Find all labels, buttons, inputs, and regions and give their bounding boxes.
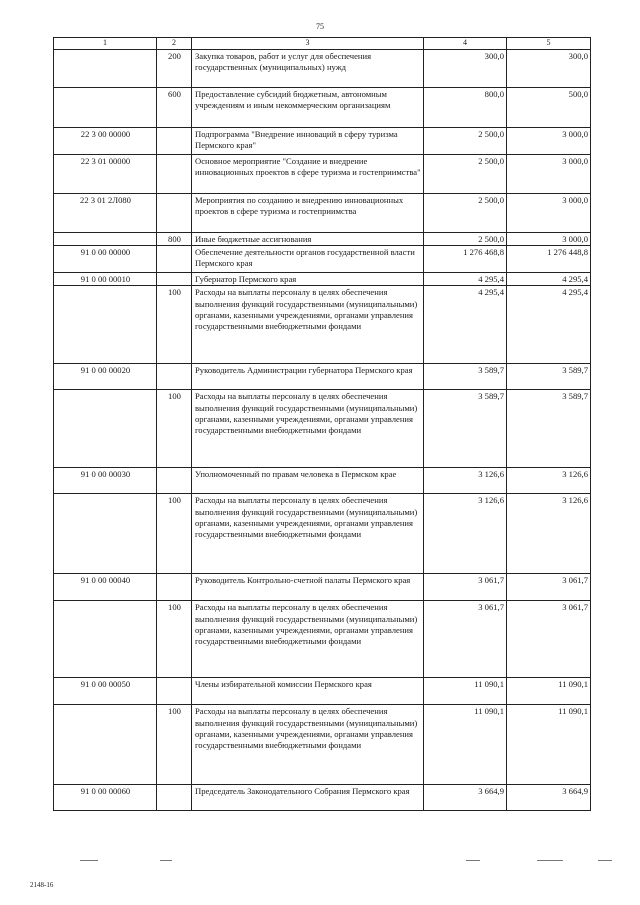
name-cell: Подпрограмма "Внедрение инноваций в сферу туризма Пермского края" [192,127,424,154]
name-cell: Основное мероприятие "Создание и внедрение инновационных проектов в сфере туризма и гостеприимства" [192,154,424,193]
value-cell: 3 664,9 [507,785,591,811]
table-row [54,87,591,127]
code-cell: 91 0 00 00050 [54,678,157,705]
document-code: 2148-16 [30,881,54,889]
code-cell: 91 0 00 00000 [54,245,157,272]
expense-type-cell [157,364,192,390]
name-cell: Председатель Законодательного Собрания Пермского края [192,785,424,811]
name-cell: Члены избирательной комиссии Пермского края [192,678,424,705]
column-header: 1 [54,38,157,50]
code-cell [54,286,157,364]
name-cell: Мероприятия по созданию и внедрению инновационных проектов в сфере туризма и гостеприимства [192,193,424,232]
column-header: 5 [507,38,591,50]
code-cell: 91 0 00 00030 [54,468,157,494]
value-cell: 3 061,7 [424,574,507,601]
name-cell: Руководитель Контрольно-счетной палаты Пермского края [192,574,424,601]
table-row [54,574,591,601]
value-cell: 3 061,7 [424,601,507,678]
value-cell: 4 295,4 [424,272,507,285]
value-cell: 3 589,7 [424,364,507,390]
code-cell: 91 0 00 00020 [54,364,157,390]
value-cell: 3 000,0 [507,193,591,232]
column-header: 4 [424,38,507,50]
expense-type-cell: 800 [157,232,192,245]
page-number: 75 [316,22,324,31]
value-cell: 2 500,0 [424,127,507,154]
table-row [54,193,591,232]
value-cell: 11 090,1 [424,705,507,785]
expense-type-cell [157,574,192,601]
value-cell: 3 000,0 [507,232,591,245]
value-cell: 2 500,0 [424,232,507,245]
expense-type-cell: 100 [157,494,192,574]
value-cell: 3 061,7 [507,574,591,601]
value-cell: 2 500,0 [424,154,507,193]
table-row [54,705,591,785]
budget-table [53,37,591,811]
expense-type-cell: 100 [157,390,192,468]
table-row [54,49,591,87]
name-cell: Закупка товаров, работ и услуг для обеспечения государственных (муниципальных) нужд [192,49,424,87]
value-cell: 2 500,0 [424,193,507,232]
expense-type-cell [157,245,192,272]
name-cell: Расходы на выплаты персоналу в целях обеспечения выполнения функций государственными (муниципальными) органами, казенными учреждениями, органами управления государственными внебюджетными фондами [192,494,424,574]
expense-type-cell [157,678,192,705]
code-cell: 91 0 00 00040 [54,574,157,601]
table-row [54,601,591,678]
table-row [54,390,591,468]
table-row [54,785,591,811]
table-row [54,245,591,272]
value-cell: 3 000,0 [507,154,591,193]
value-cell: 800,0 [424,87,507,127]
code-cell [54,390,157,468]
table-row [54,272,591,285]
value-cell: 3 126,6 [507,494,591,574]
table-row [54,127,591,154]
name-cell: Предоставление субсидий бюджетным, автономным учреждениям и иным некоммерческим организациям [192,87,424,127]
value-cell: 300,0 [424,49,507,87]
expense-type-cell: 100 [157,601,192,678]
expense-type-cell: 100 [157,705,192,785]
code-cell: 22 3 01 2Л080 [54,193,157,232]
value-cell: 300,0 [507,49,591,87]
value-cell: 3 589,7 [507,390,591,468]
name-cell: Расходы на выплаты персоналу в целях обеспечения выполнения функций государственными (муниципальными) органами, казенными учреждениями, органами управления государственными внебюджетными фондами [192,705,424,785]
table-row [54,154,591,193]
code-cell [54,494,157,574]
name-cell: Губернатор Пермского края [192,272,424,285]
expense-type-cell [157,154,192,193]
column-header: 3 [192,38,424,50]
value-cell: 3 126,6 [507,468,591,494]
value-cell: 3 000,0 [507,127,591,154]
code-cell: 22 3 01 00000 [54,154,157,193]
value-cell: 3 589,7 [507,364,591,390]
value-cell: 500,0 [507,87,591,127]
expense-type-cell [157,468,192,494]
scan-mark [80,860,98,861]
table-row [54,232,591,245]
expense-type-cell: 200 [157,49,192,87]
expense-type-cell: 100 [157,286,192,364]
value-cell: 1 276 468,8 [424,245,507,272]
table-row [54,494,591,574]
value-cell: 4 295,4 [507,272,591,285]
name-cell: Расходы на выплаты персоналу в целях обеспечения выполнения функций государственными (муниципальными) органами, казенными учреждениями, органами управления государственными внебюджетными фондами [192,601,424,678]
expense-type-cell: 600 [157,87,192,127]
name-cell: Иные бюджетные ассигнования [192,232,424,245]
value-cell: 11 090,1 [507,678,591,705]
name-cell: Расходы на выплаты персоналу в целях обеспечения выполнения функций государственными (муниципальными) органами, казенными учреждениями, органами управления государственными внебюджетными фондами [192,286,424,364]
expense-type-cell [157,127,192,154]
value-cell: 4 295,4 [507,286,591,364]
value-cell: 3 126,6 [424,494,507,574]
value-cell: 11 090,1 [507,705,591,785]
header-row [54,38,591,50]
code-cell [54,705,157,785]
name-cell: Руководитель Администрации губернатора Пермского края [192,364,424,390]
code-cell [54,49,157,87]
code-cell [54,87,157,127]
value-cell: 3 126,6 [424,468,507,494]
value-cell: 1 276 448,8 [507,245,591,272]
code-cell [54,232,157,245]
value-cell: 3 061,7 [507,601,591,678]
value-cell: 3 664,9 [424,785,507,811]
scan-mark [598,860,612,861]
value-cell: 4 295,4 [424,286,507,364]
code-cell: 22 3 00 00000 [54,127,157,154]
table-row [54,286,591,364]
code-cell [54,601,157,678]
value-cell: 3 589,7 [424,390,507,468]
column-header: 2 [157,38,192,50]
name-cell: Обеспечение деятельности органов государственной власти Пермского края [192,245,424,272]
scan-mark [537,860,563,861]
name-cell: Уполномоченный по правам человека в Пермском крае [192,468,424,494]
code-cell: 91 0 00 00060 [54,785,157,811]
table-row [54,468,591,494]
table-row [54,364,591,390]
name-cell: Расходы на выплаты персоналу в целях обеспечения выполнения функций государственными (муниципальными) органами, казенными учреждениями, органами управления государственными внебюджетными фондами [192,390,424,468]
scan-mark [160,860,172,861]
expense-type-cell [157,272,192,285]
expense-type-cell [157,785,192,811]
expense-type-cell [157,193,192,232]
table-row [54,678,591,705]
scan-mark [466,860,480,861]
value-cell: 11 090,1 [424,678,507,705]
code-cell: 91 0 00 00010 [54,272,157,285]
